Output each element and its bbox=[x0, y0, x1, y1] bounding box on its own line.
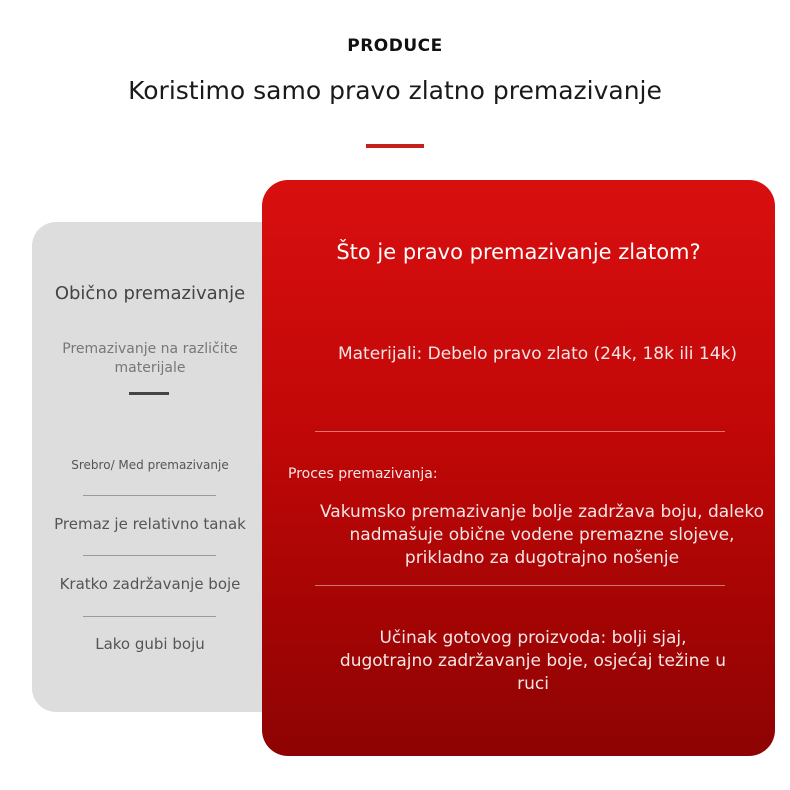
plain-card-divider bbox=[83, 555, 216, 556]
plain-card-divider bbox=[83, 616, 216, 617]
plain-card-subtitle: Premazivanje na različite materijale bbox=[62, 341, 238, 376]
gold-card-effect-text: Učinak gotovog proizvoda: bolji sjaj, dugotrajno zadržavanje boje, osjećaj težine u ruci bbox=[339, 628, 727, 694]
page-eyebrow: PRODUCE bbox=[347, 36, 443, 56]
plain-card-item: Kratko zadržavanje boje bbox=[59, 575, 241, 593]
plain-card-title: Obično premazivanje bbox=[54, 283, 246, 304]
plain-card-title-divider bbox=[129, 392, 169, 395]
gold-card-materials: Materijali: Debelo pravo zlato (24k, 18k ili 14k) bbox=[337, 344, 738, 364]
gold-card-divider bbox=[315, 431, 725, 432]
gold-card-process-text: Vakumsko premazivanje bolje zadržava boju, daleko nadmašuje obične vodene premazne slojeve, prikladno za dugotrajno nošenje bbox=[320, 502, 764, 568]
gold-card-divider bbox=[315, 585, 725, 586]
plain-card-item: Srebro/ Med premazivanje bbox=[71, 458, 229, 472]
title-accent-divider bbox=[366, 144, 424, 148]
plain-card-divider bbox=[83, 495, 216, 496]
plain-card-item: Premaz je relativno tanak bbox=[54, 515, 246, 533]
gold-card-process-label: Proces premazivanja: bbox=[288, 466, 438, 482]
gold-card-title: Što je pravo premazivanje zlatom? bbox=[336, 240, 701, 264]
plain-card-item: Lako gubi boju bbox=[95, 635, 205, 653]
page-title: Koristimo samo pravo zlatno premazivanje bbox=[128, 76, 662, 105]
